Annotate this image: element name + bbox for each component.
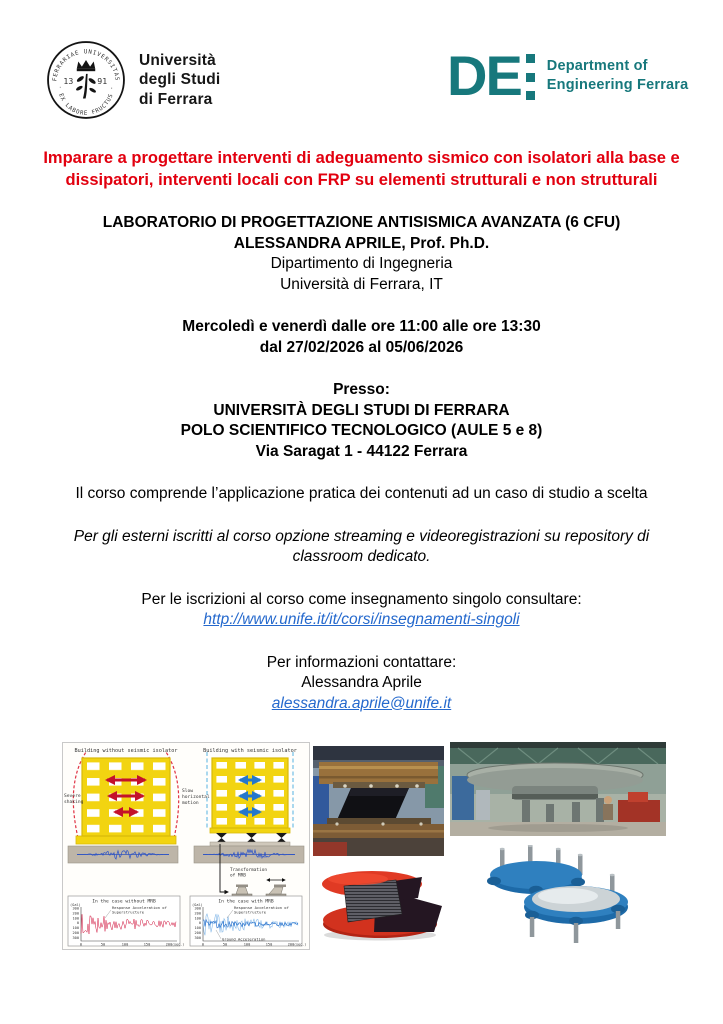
tick-label: 100 bbox=[72, 916, 79, 921]
tick-label: 0 bbox=[76, 921, 79, 926]
de-colon-squares-icon bbox=[526, 54, 535, 100]
de-text-line: Ferrara bbox=[637, 77, 689, 93]
practice-note-text: Il corso comprende l’applicazione pratica dei contenuti ad un caso di studio a scelta bbox=[75, 485, 648, 502]
contact-block bbox=[36, 653, 687, 715]
schedule-period: dal 27/02/2026 al 05/06/2026 bbox=[259, 338, 464, 356]
course-university: Università di Ferrara, IT bbox=[280, 275, 443, 293]
schedule-days: Mercoledì e venerdì dalle ore 11:00 alle ore 13:30 bbox=[182, 318, 541, 335]
external-note-line-2: classroom dedicato. bbox=[292, 548, 431, 565]
response-annotation-1: Response Acceleration of bbox=[234, 905, 289, 910]
de-monogram: DE bbox=[447, 44, 521, 107]
wordmark-line: degli Studi bbox=[139, 71, 221, 89]
de-text-line: Engineering bbox=[546, 77, 633, 93]
external-students-note bbox=[36, 527, 687, 568]
venue-address: Via Saragat 1 - 44122 Ferrara bbox=[255, 442, 468, 460]
tick-label: 100 bbox=[243, 942, 251, 947]
crest-year-right: 91 bbox=[97, 76, 108, 87]
y-axis-unit: (Gal) bbox=[70, 903, 81, 907]
venue-building: POLO SCIENTIFICO TECNOLOGICO (AULE 5 e 8) bbox=[180, 422, 543, 439]
tick-label: 50 bbox=[222, 942, 228, 947]
course-department: Dipartimento di Ingegneria bbox=[270, 255, 453, 272]
x-axis-unit: (sec.) bbox=[294, 942, 307, 947]
unife-crest-icon bbox=[46, 40, 126, 120]
tick-label: 200 bbox=[72, 911, 79, 916]
response-annotation-2: Superstructure bbox=[234, 909, 267, 915]
tick-label: 50 bbox=[100, 942, 106, 947]
tick-label: 150 bbox=[143, 942, 151, 947]
response-annotation-2: Superstructure bbox=[112, 909, 145, 915]
wordmark-line: Università bbox=[139, 51, 216, 69]
rubber-bearing-cutaway-render bbox=[316, 862, 448, 944]
tick-label: 100 bbox=[121, 942, 129, 947]
bearing-shear-test-photo bbox=[313, 746, 444, 856]
severe-shaking-label-2: shaking bbox=[64, 800, 84, 805]
sliding-isolator-render bbox=[484, 845, 632, 945]
tick-label: 200 bbox=[194, 911, 201, 916]
chart-title: In the case without MRB bbox=[92, 899, 156, 905]
contact-email-wrap bbox=[36, 694, 687, 715]
practice-note bbox=[36, 484, 687, 505]
schedule-block bbox=[36, 317, 687, 358]
venue-university: UNIVERSITÀ DEGLI STUDI DI FERRARA bbox=[213, 401, 510, 419]
tick-label: 200 bbox=[287, 942, 295, 947]
de-text-line: Department of bbox=[546, 57, 648, 74]
enrollment-block bbox=[36, 590, 687, 631]
tick-label: 0 bbox=[201, 942, 205, 947]
course-professor: ALESSANDRA APRILE, Prof. Ph.D. bbox=[233, 234, 490, 252]
department-engineering-logo bbox=[447, 44, 723, 107]
crest-year-left: 13 bbox=[63, 76, 74, 87]
crest-ring-top-text: FERRARIAE UNIVERSITAS bbox=[52, 49, 120, 82]
severe-shaking-label: Severe bbox=[64, 794, 81, 799]
venue-block bbox=[36, 380, 687, 462]
tick-label: 300 bbox=[72, 935, 79, 940]
contact-email-link[interactable]: alessandra.aprile@unife.it bbox=[271, 694, 452, 712]
contact-text: Per informazioni contattare: bbox=[266, 653, 457, 671]
transformation-label-2: of MRB bbox=[230, 873, 246, 879]
tick-label: 300 bbox=[72, 906, 79, 911]
headline-line-2: dissipatori, interventi locali con FRP su elementi strutturali e non strutturali bbox=[65, 171, 658, 189]
wordmark-line: di Ferrara bbox=[139, 90, 213, 108]
chart-without-mrb bbox=[68, 896, 184, 946]
venue-label: Presso: bbox=[333, 381, 390, 398]
external-note-line-1: Per gli esterni iscritti al corso opzione streaming e videoregistrazioni su repository di bbox=[73, 527, 650, 545]
de-logo-text bbox=[547, 57, 723, 95]
response-annotation-1: Response Acceleration of bbox=[112, 905, 167, 910]
tick-label: 200 bbox=[165, 942, 173, 947]
chart-with-mrb bbox=[190, 896, 306, 946]
right-building-title: Building with seismic isolator bbox=[203, 748, 297, 754]
transformation-label-1: Transformation bbox=[230, 868, 268, 873]
tick-label: 100 bbox=[194, 916, 201, 921]
slow-motion-label-1: Slow bbox=[182, 789, 194, 794]
unife-logo bbox=[46, 40, 220, 120]
tick-label: 150 bbox=[265, 942, 273, 947]
headline-line-1: Imparare a progettare interventi di adeguamento sismico con isolatori alla base e bbox=[43, 149, 680, 167]
y-axis-unit: (Gal) bbox=[192, 903, 203, 907]
enrollment-text: Per le iscrizioni al corso come insegnamento singolo consultare: bbox=[141, 590, 582, 608]
tick-label: 200 bbox=[194, 931, 201, 935]
contact-name: Alessandra Aprile bbox=[301, 674, 422, 691]
slow-motion-label-3: motion bbox=[182, 801, 199, 806]
enrollment-link[interactable]: http://www.unife.it/it/corsi/insegnamenti-singoli bbox=[203, 611, 520, 628]
crest-ring-bottom-text: · EX LABORE FRUCTUS · bbox=[56, 85, 116, 117]
tick-label: 100 bbox=[194, 926, 201, 931]
tick-label: 0 bbox=[198, 921, 201, 926]
slow-motion-label-2: horizontal bbox=[182, 795, 210, 800]
bearing-workshop-photo bbox=[450, 742, 666, 836]
tick-label: 0 bbox=[79, 942, 83, 947]
tick-label: 300 bbox=[194, 906, 201, 911]
flyer-body bbox=[36, 147, 687, 736]
seismic-isolator-diagram bbox=[62, 742, 310, 950]
headline bbox=[36, 147, 687, 191]
tick-label: 200 bbox=[72, 931, 79, 935]
tick-label: 300 bbox=[194, 935, 201, 940]
x-axis-unit: (sec.) bbox=[172, 942, 185, 947]
chart-title: In the case with MRB bbox=[218, 899, 274, 905]
course-block bbox=[36, 213, 687, 295]
course-title: LABORATORIO DI PROGETTAZIONE ANTISISMICA AVANZATA (6 CFU) bbox=[102, 214, 621, 231]
enrollment-link-wrap bbox=[36, 610, 687, 631]
unife-wordmark bbox=[139, 51, 220, 109]
tick-label: 100 bbox=[72, 926, 79, 931]
left-building-title: Building without seismic isolator bbox=[74, 748, 178, 754]
ground-annotation: Ground Acceleration bbox=[222, 936, 266, 942]
